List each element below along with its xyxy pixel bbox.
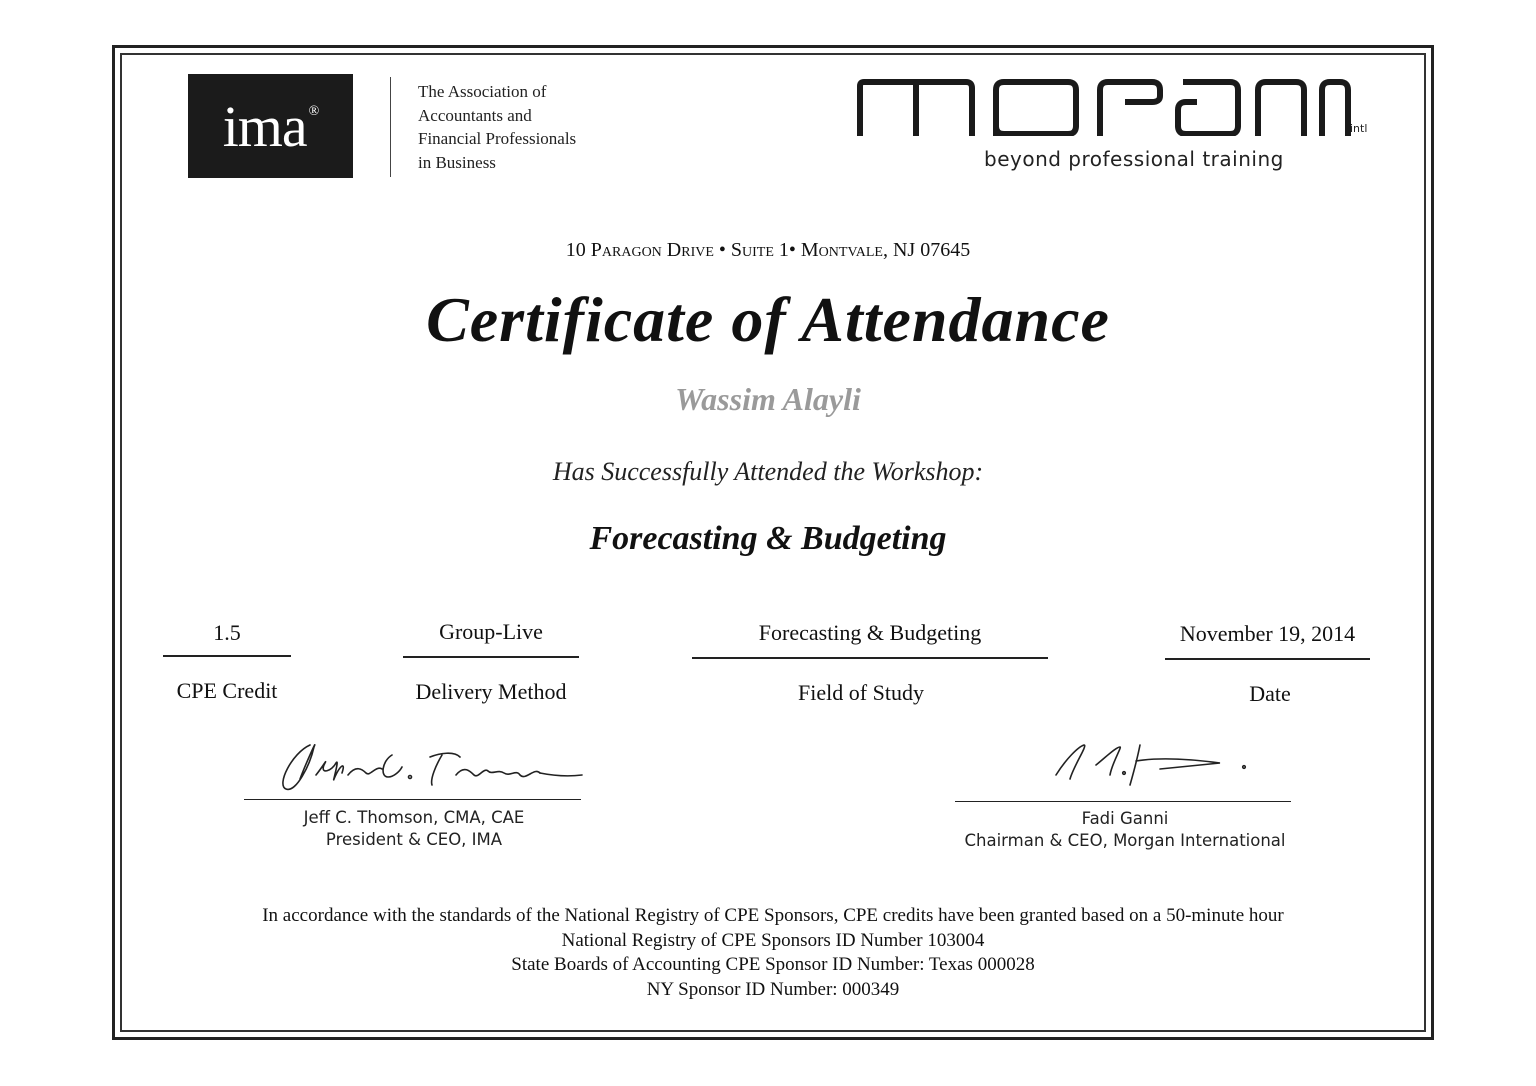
ima-tagline-line: The Association of bbox=[418, 82, 547, 101]
ima-divider bbox=[390, 77, 391, 177]
workshop-title: Forecasting & Budgeting bbox=[589, 520, 947, 557]
date-label: Date bbox=[1249, 681, 1291, 706]
ganni-name: Fadi Ganni bbox=[1081, 809, 1169, 828]
thomson-signature-line bbox=[244, 799, 581, 800]
date-value: November 19, 2014 bbox=[1179, 621, 1356, 646]
delivery-method-label: Delivery Method bbox=[415, 679, 567, 704]
morgan-intl-label: intl bbox=[1350, 122, 1368, 135]
footer-line: National Registry of CPE Sponsors ID Number 103004 bbox=[561, 929, 985, 951]
delivery-method-line bbox=[403, 656, 579, 658]
cpe-credit-label: CPE Credit bbox=[176, 678, 278, 703]
attended-statement: Has Successfully Attended the Workshop: bbox=[552, 457, 984, 486]
ima-tagline-line: in Business bbox=[418, 152, 496, 172]
date-line bbox=[1165, 658, 1370, 660]
address: 10 Paragon Drive • Suite 1• Montvale, NJ 07645 bbox=[565, 239, 971, 261]
morgan-logo bbox=[856, 76, 1356, 136]
ima-tagline-line: Financial Professionals bbox=[418, 129, 577, 148]
ima-tagline-line: Accountants and bbox=[418, 105, 532, 125]
footer-line: State Boards of Accounting CPE Sponsor ID Number: Texas 000028 bbox=[511, 954, 1035, 975]
morgan-tagline: beyond professional training bbox=[984, 147, 1284, 171]
footer-line: In accordance with the standards of the National Registry of CPE Sponsors, CPE credits have been granted based on a 50-minute hour bbox=[262, 905, 1284, 926]
cpe-credit-value: 1.5 bbox=[213, 620, 241, 645]
field-of-study-value: Forecasting & Budgeting bbox=[758, 620, 982, 645]
certificate-title: Certificate of Attendance bbox=[426, 284, 1110, 355]
ganni-signature-line bbox=[955, 801, 1291, 802]
footer-line: NY Sponsor ID Number: 000349 bbox=[646, 978, 900, 1000]
recipient-name: Wassim Alayli bbox=[675, 381, 861, 417]
ganni-role: Chairman & CEO, Morgan International bbox=[964, 831, 1286, 850]
thomson-name: Jeff C. Thomson, CMA, CAE bbox=[303, 808, 525, 827]
ima-tagline bbox=[418, 80, 576, 174]
field-of-study-line bbox=[692, 657, 1048, 659]
accreditation-footer bbox=[0, 904, 1536, 1002]
thomson-signatory bbox=[244, 807, 584, 851]
ima-logo-text: ima bbox=[222, 93, 307, 159]
thomson-signature bbox=[270, 735, 590, 800]
thomson-role: President & CEO, IMA bbox=[325, 830, 503, 849]
ima-logo bbox=[188, 74, 353, 178]
ganni-signature bbox=[1040, 735, 1260, 795]
cpe-credit-line bbox=[163, 655, 291, 657]
delivery-method-value: Group-Live bbox=[439, 619, 543, 644]
field-of-study-label: Field of Study bbox=[798, 680, 924, 705]
ganni-signatory bbox=[945, 808, 1305, 852]
registered-mark: ® bbox=[308, 104, 319, 119]
